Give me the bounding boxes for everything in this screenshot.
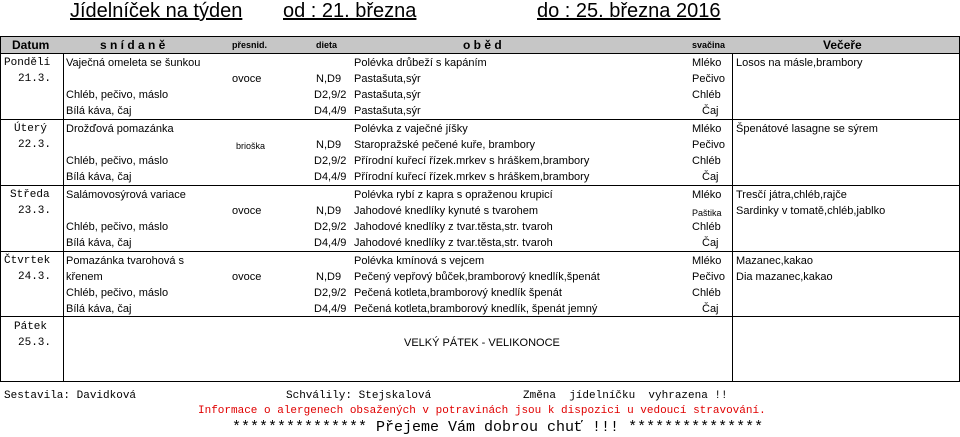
svacina-item: Chléb [692, 155, 721, 167]
snidane-item: křenem [66, 271, 103, 283]
presnid-item: ovoce [232, 73, 262, 85]
dieta-code: D4,4/9 [314, 171, 347, 183]
obed-item: Jahodové knedlíky kynuté s tvarohem [354, 205, 539, 217]
obed-item: Jahodové knedlíky z tvar.těsta,str. tvaroh [354, 237, 553, 249]
dieta-code: N,D9 [316, 73, 342, 85]
snidane-item: Bílá káva, čaj [66, 171, 132, 183]
day-separator [0, 316, 960, 317]
day-name: Úterý [14, 123, 48, 135]
snidane-item: Salámovosýrová variace [66, 189, 186, 201]
dieta-code: D2,9/2 [314, 221, 347, 233]
grid-line [0, 36, 1, 381]
snidane-item: Chléb, pečivo, máslo [66, 89, 169, 101]
day-separator [0, 185, 960, 186]
dieta-code: D2,9/2 [314, 155, 347, 167]
dieta-code: D4,4/9 [314, 303, 347, 315]
vecere-item: Špenátové lasagne se sýrem [736, 123, 878, 135]
svacina-item: Chléb [692, 287, 721, 299]
svacina-item: Čaj [702, 237, 719, 249]
obed-item: Pečená kotleta,bramborový knedlík špenát [354, 287, 562, 299]
day-name: Pondělí [4, 57, 51, 69]
svacina-item: Pečivo [692, 139, 726, 151]
snidane-item: Bílá káva, čaj [66, 105, 132, 117]
header-vecere: Večeře [823, 38, 862, 52]
day-date: 23.3. [18, 205, 52, 217]
dieta-code: N,D9 [316, 271, 342, 283]
dieta-code: N,D9 [316, 139, 342, 151]
snidane-item: Chléb, pečivo, máslo [66, 221, 169, 233]
footer-sestavila: Sestavila: Davidková [4, 390, 137, 402]
title-from: od : 21. března [283, 0, 417, 22]
holiday-note: VELKÝ PÁTEK - VELIKONOCE [404, 337, 560, 349]
svacina-item: Paštika [692, 208, 722, 218]
obed-item: Staropražské pečené kuře, brambory [354, 139, 535, 151]
obed-item: Pastašuta,sýr [354, 89, 421, 101]
dieta-code: D2,9/2 [314, 89, 347, 101]
vecere-item: Tresčí játra,chléb,rajče [736, 189, 847, 201]
dieta-code: N,D9 [316, 205, 342, 217]
header-obed: o b ě d [463, 38, 502, 52]
obed-item: Pečená kotleta,bramborový knedlík, špenát jemný [354, 303, 598, 315]
day-name: Čtvrtek [4, 255, 51, 267]
presnid-item: ovoce [232, 205, 262, 217]
svacina-item: Mléko [692, 255, 722, 267]
header-svacina: svačina [692, 40, 726, 50]
presnid-item: ovoce [232, 271, 262, 283]
header-datum: Datum [12, 38, 50, 52]
snidane-item: Chléb, pečivo, máslo [66, 155, 169, 167]
vecere-item: Mazanec,kakao [736, 255, 814, 267]
snidane-item: Chléb, pečivo, máslo [66, 287, 169, 299]
snidane-item: Bílá káva, čaj [66, 237, 132, 249]
svacina-item: Chléb [692, 221, 721, 233]
header-dieta: dieta [316, 40, 338, 50]
obed-item: Polévka drůbeží s kapáním [354, 57, 487, 69]
menu-title [0, 0, 960, 24]
table-header [0, 36, 960, 54]
title-to: do : 25. března 2016 [537, 0, 721, 22]
obed-item: Pastašuta,sýr [354, 73, 421, 85]
footer-schvalil: Schválily: Stejskalová [286, 390, 432, 402]
day-separator [0, 251, 960, 252]
obed-item: Polévka kmínová s vejcem [354, 255, 485, 267]
footer-prani: *************** Přejeme Vám dobrou chuť !!! *************** [232, 419, 764, 436]
snidane-item: Bílá káva, čaj [66, 303, 132, 315]
obed-item: Přírodní kuřecí řízek.mrkev s hráškem,brambory [354, 155, 590, 167]
table-bottom [0, 381, 960, 382]
dieta-code: D2,9/2 [314, 287, 347, 299]
svacina-item: Pečivo [692, 73, 726, 85]
day-name: Středa [10, 189, 50, 201]
header-presnid: přesnid. [232, 40, 268, 50]
title-main: Jídelníček na týden [70, 0, 243, 22]
footer-alergeny: Informace o alergenech obsažených v potravinách jsou k dispozici u vedoucí stravování. [198, 405, 766, 417]
svacina-item: Mléko [692, 57, 722, 69]
day-separator [0, 119, 960, 120]
obed-item: Pastašuta,sýr [354, 105, 421, 117]
header-snidane: s n í d a n ě [100, 38, 166, 52]
obed-item: Jahodové knedlíky z tvar.těsta,str. tvaroh [354, 221, 553, 233]
svacina-item: Chléb [692, 89, 721, 101]
dieta-code: D4,4/9 [314, 105, 347, 117]
day-date: 24.3. [18, 271, 52, 283]
footer-zmena: Změna jídelníčku vyhrazena !! [523, 390, 728, 402]
grid-line [63, 54, 64, 381]
svacina-item: Mléko [692, 123, 722, 135]
snidane-item: Vaječná omeleta se šunkou [66, 57, 201, 69]
svacina-item: Čaj [702, 105, 719, 117]
svacina-item: Mléko [692, 189, 722, 201]
grid-line [732, 54, 733, 381]
svacina-item: Pečivo [692, 271, 726, 283]
svacina-item: Čaj [702, 171, 719, 183]
snidane-item: Pomazánka tvarohová s [66, 255, 185, 267]
day-name: Pátek [14, 321, 48, 333]
vecere-item: Sardinky v tomatě,chléb,jablko [736, 205, 886, 217]
presnid-item: brioška [236, 141, 266, 151]
vecere-item: Dia mazanec,kakao [736, 271, 833, 283]
day-date: 25.3. [18, 337, 52, 349]
obed-item: Pečený vepřový bůček,bramborový knedlík,špenát [354, 271, 600, 283]
svacina-item: Čaj [702, 303, 719, 315]
day-date: 21.3. [18, 73, 52, 85]
day-date: 22.3. [18, 139, 52, 151]
obed-item: Přírodní kuřecí řízek.mrkev s hráškem,brambory [354, 171, 590, 183]
dieta-code: D4,4/9 [314, 237, 347, 249]
snidane-item: Drožďová pomazánka [66, 123, 174, 135]
obed-item: Polévka rybí z kapra s opraženou krupicí [354, 189, 553, 201]
obed-item: Polévka z vaječné jíšky [354, 123, 468, 135]
vecere-item: Losos na másle,brambory [736, 57, 863, 69]
